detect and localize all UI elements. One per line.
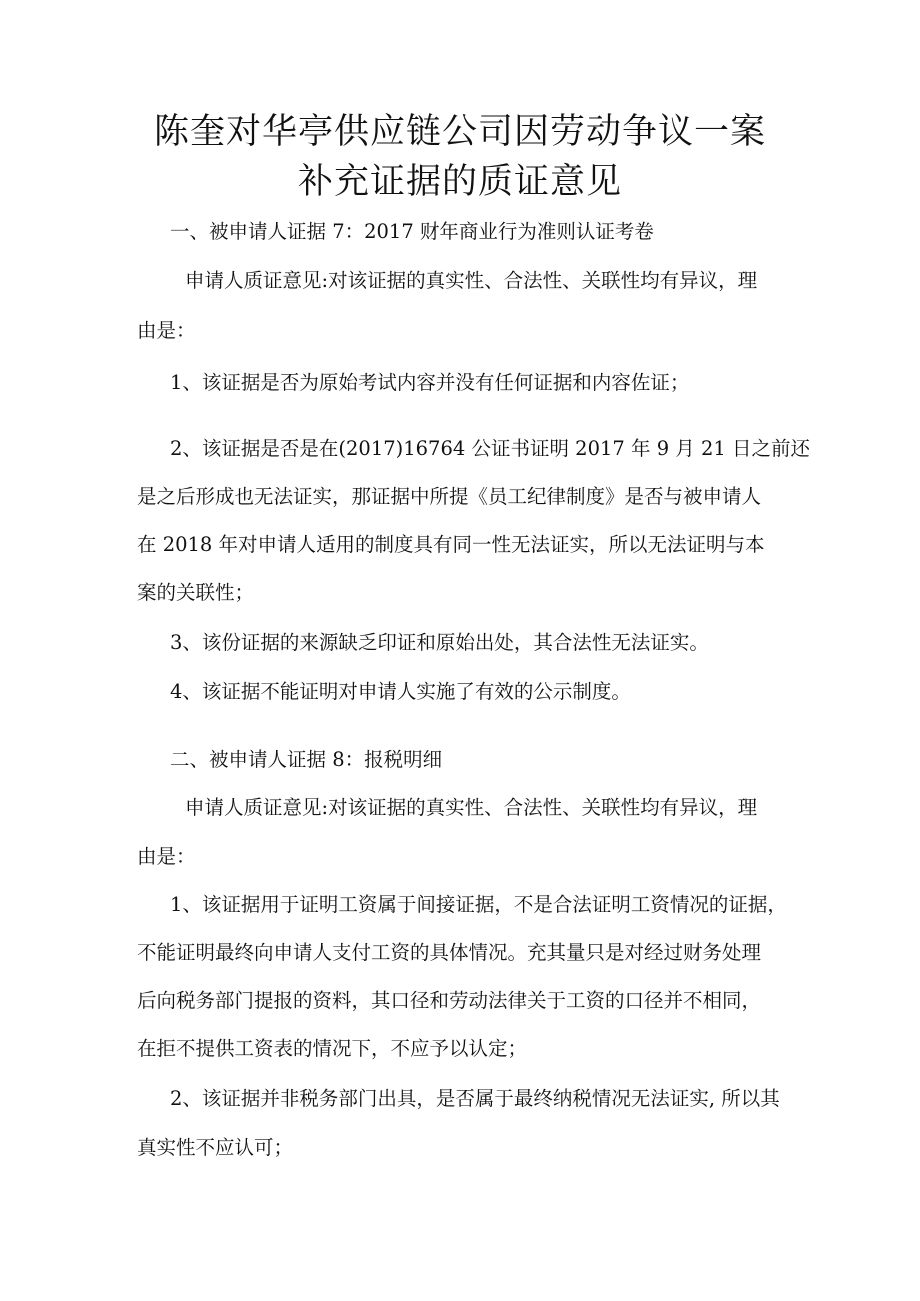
section1-opinion-line1: 申请人质证意见:对该证据的真实性、合法性、关联性均有异议，理 bbox=[185, 269, 758, 292]
section2-item1-line3: 后向税务部门提报的资料，其口径和劳动法律关于工资的口径并不相同， bbox=[137, 989, 762, 1012]
section1-item2-line2: 是之后形成也无法证实，那证据中所提《员工纪律制度》是否与被申请人 bbox=[137, 485, 762, 508]
section2-opinion-line2: 由是： bbox=[137, 845, 196, 868]
section1-item1: 1、该证据是否为原始考试内容并没有任何证据和内容佐证； bbox=[170, 371, 690, 394]
document-title-line2: 补充证据的质证意见 bbox=[297, 162, 622, 202]
document-title-line1: 陈奎对华亭供应链公司因劳动争议一案 bbox=[153, 112, 766, 152]
section1-item2-line4: 案的关联性； bbox=[137, 581, 255, 604]
section1-item4: 4、该证据不能证明对申请人实施了有效的公示制度。 bbox=[170, 680, 631, 703]
section1-item2-line3: 在 2018 年对申请人适用的制度具有同一性无法证实，所以无法证明与本 bbox=[137, 533, 765, 556]
section2-opinion-line1: 申请人质证意见:对该证据的真实性、合法性、关联性均有异议，理 bbox=[185, 796, 758, 819]
section2-item1-line2: 不能证明最终向申请人支付工资的具体情况。充其量只是对经过财务处理 bbox=[137, 941, 762, 964]
section1-item2-line1: 2、该证据是否是在(2017)16764 公证书证明 2017 年 9 月 21 日之前还 bbox=[170, 437, 811, 460]
section1-opinion-line2: 由是： bbox=[137, 319, 196, 342]
section1-heading: 一、被申请人证据 7：2017 财年商业行为准则认证考卷 bbox=[170, 220, 654, 243]
section2-item1-line4: 在拒不提供工资表的情况下，不应予以认定； bbox=[137, 1037, 528, 1060]
section1-item3: 3、该份证据的来源缺乏印证和原始出处，其合法性无法证实。 bbox=[170, 631, 709, 654]
section2-heading: 二、被申请人证据 8：报税明细 bbox=[170, 748, 443, 771]
section2-item2-line2: 真实性不应认可； bbox=[137, 1136, 294, 1159]
section2-item2-line1: 2、该证据并非税务部门出具，是否属于最终纳税情况无法证实, 所以其 bbox=[170, 1087, 780, 1110]
section2-item1-line1: 1、该证据用于证明工资属于间接证据，不是合法证明工资情况的证据， bbox=[170, 893, 787, 916]
